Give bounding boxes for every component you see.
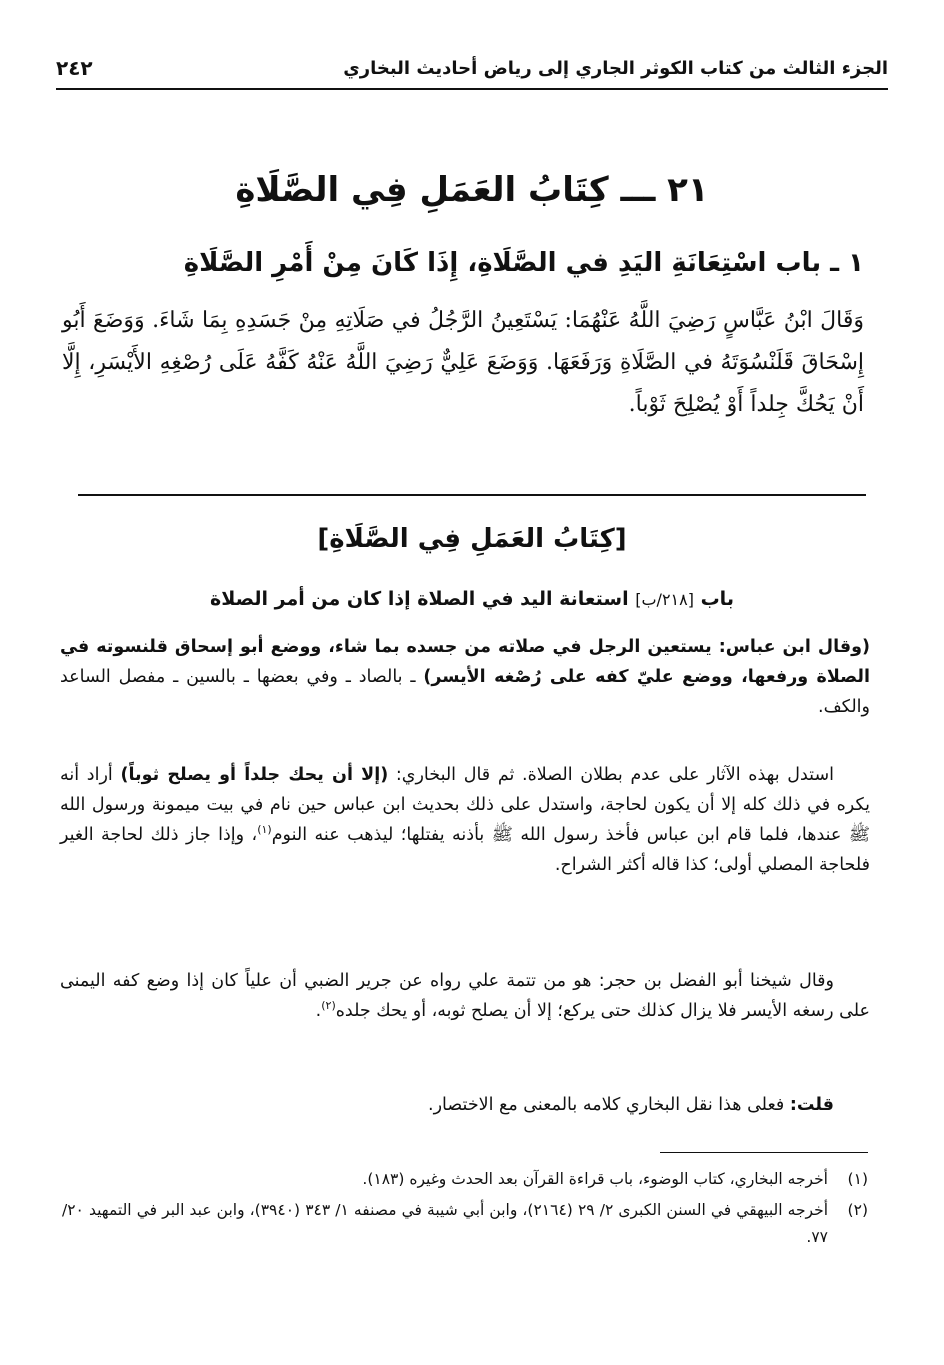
footnotes	[62, 1166, 868, 1255]
paragraph-text: .	[315, 1001, 322, 1021]
footnote-text: أخرجه البخاري، كتاب الوضوء، باب قراءة القرآن بعد الحدث وغيره (١٨٣).	[362, 1170, 828, 1188]
footnote-text: أخرجه البيهقي في السنن الكبرى ٢/ ٢٩ (٢١٦٤)، وابن أبي شيبة في مصنفه ١/ ٣٤٣ (٣٩٤٠)، وابن عبد البر في التمهيد ٢٠/ ٧٧.	[62, 1201, 828, 1246]
paragraph-text: ـ بالصاد ـ وفي بعضها ـ بالسين ـ مفصل الساعد والكف.	[60, 667, 870, 717]
paragraph-text: وقال شيخنا أبو الفضل بن حجر: هو من تتمة علي رواه عن جرير الضبي أن علياً كان إذا وضع كفه اليمنى على رسغه الأيسر فلا يزال كذلك حتى يركع؛ إلا أن يصلح ثوبه، أو يحك جلده	[60, 971, 870, 1021]
chapter-title: ٢١ ـــ كِتَابُ العَمَلِ فِي الصَّلَاةِ	[235, 170, 709, 210]
footnote-number: (١)	[847, 1170, 868, 1188]
footnote-separator	[660, 1152, 868, 1153]
quoted-text: (وقال ابن عباس: يستعين الرجل في صلاته من جسده بما شاء، ووضع أبو إسحاق قلنسوته في الصلاة ورفعها، ووضع عليّ كفه على رُصْغه الأيسر)	[60, 637, 870, 687]
manuscript-ref: [٢١٨/ب]	[635, 590, 694, 609]
paragraph-text: فعلى هذا نقل البخاري كلامه بالمعنى مع الاختصار.	[428, 1095, 790, 1115]
running-title: الجزء الثالث من كتاب الكوثر الجاري إلى رياض أحاديث البخاري	[343, 57, 888, 79]
footnote-item	[62, 1197, 868, 1251]
section-title: ١ ـ باب اسْتِعَانَةِ اليَدِ في الصَّلَاةِ، إِذَا كَانَ مِنْ أَمْرِ الصَّلَاةِ	[183, 248, 864, 278]
footnote-marker[interactable]: (١)	[257, 823, 272, 837]
commentary-paragraph-2	[60, 760, 870, 880]
paragraph-text: استدل بهذه الآثار على عدم بطلان الصلاة. ثم قال البخاري:	[388, 765, 834, 785]
section-name: استعانة اليد في الصلاة إذا كان من أمر الصلاة	[210, 588, 629, 610]
page-number: ٢٤٢	[56, 56, 93, 80]
section-prefix: باب	[700, 588, 734, 610]
main-separator	[78, 494, 866, 496]
commentary-paragraph-3	[60, 966, 870, 1026]
commentary-chapter-title: [كِتَابُ العَمَلِ فِي الصَّلَاةِ]	[317, 524, 627, 554]
footnote-marker[interactable]: (٢)	[321, 999, 336, 1013]
paragraph-text: أراد أنه يكره في ذلك كله إلا أن يكون لحاجة، واستدل على ذلك بحديث ابن عباس حين نام في بيت ميمونة ورسول الله ﷺ عندها، فلما قام ابن عباس فأخذ رسول الله ﷺ بأذنه يفتلها؛ ليذهب عنه النوم	[60, 765, 870, 845]
commentary-section-title	[60, 588, 884, 610]
paragraph-text: ، وإذا جاز ذلك لحاجة الغير فلحاجة المصلي أولى؛ كذا قاله أكثر الشراح.	[60, 825, 870, 875]
page-header	[56, 48, 888, 90]
hadith-text: وَقَالَ ابْنُ عَبَّاسٍ رَضِيَ اللَّهُ عَنْهُمَا: يَسْتَعِينُ الرَّجُلُ في صَلَاتِهِ مِنْ جَسَدِهِ بِمَا شَاءَ. وَوَضَعَ أَبُو إِسْحَاقَ قَلَنْسُوَتَهُ في الصَّلَاةِ وَرَفَعَهَا. وَوَضَعَ عَلِيٌّ رَضِيَ اللَّهُ عَنْهُ كَفَّهُ عَلَى رُصْغِهِ الأَيْسَرِ، إِلَّا أَنْ يَحُكَّ جِلداً أَوْ يُصْلِحَ ثَوْباً.	[62, 308, 864, 417]
commentary-paragraph-1	[60, 632, 870, 722]
footnote-item	[62, 1166, 868, 1193]
qultu-label: قلت:	[789, 1095, 834, 1115]
footnote-number: (٢)	[847, 1201, 868, 1219]
commentary-paragraph-4	[60, 1090, 870, 1120]
quoted-text: (إلا أن يحك جلداً أو يصلح ثوباً)	[120, 765, 389, 785]
